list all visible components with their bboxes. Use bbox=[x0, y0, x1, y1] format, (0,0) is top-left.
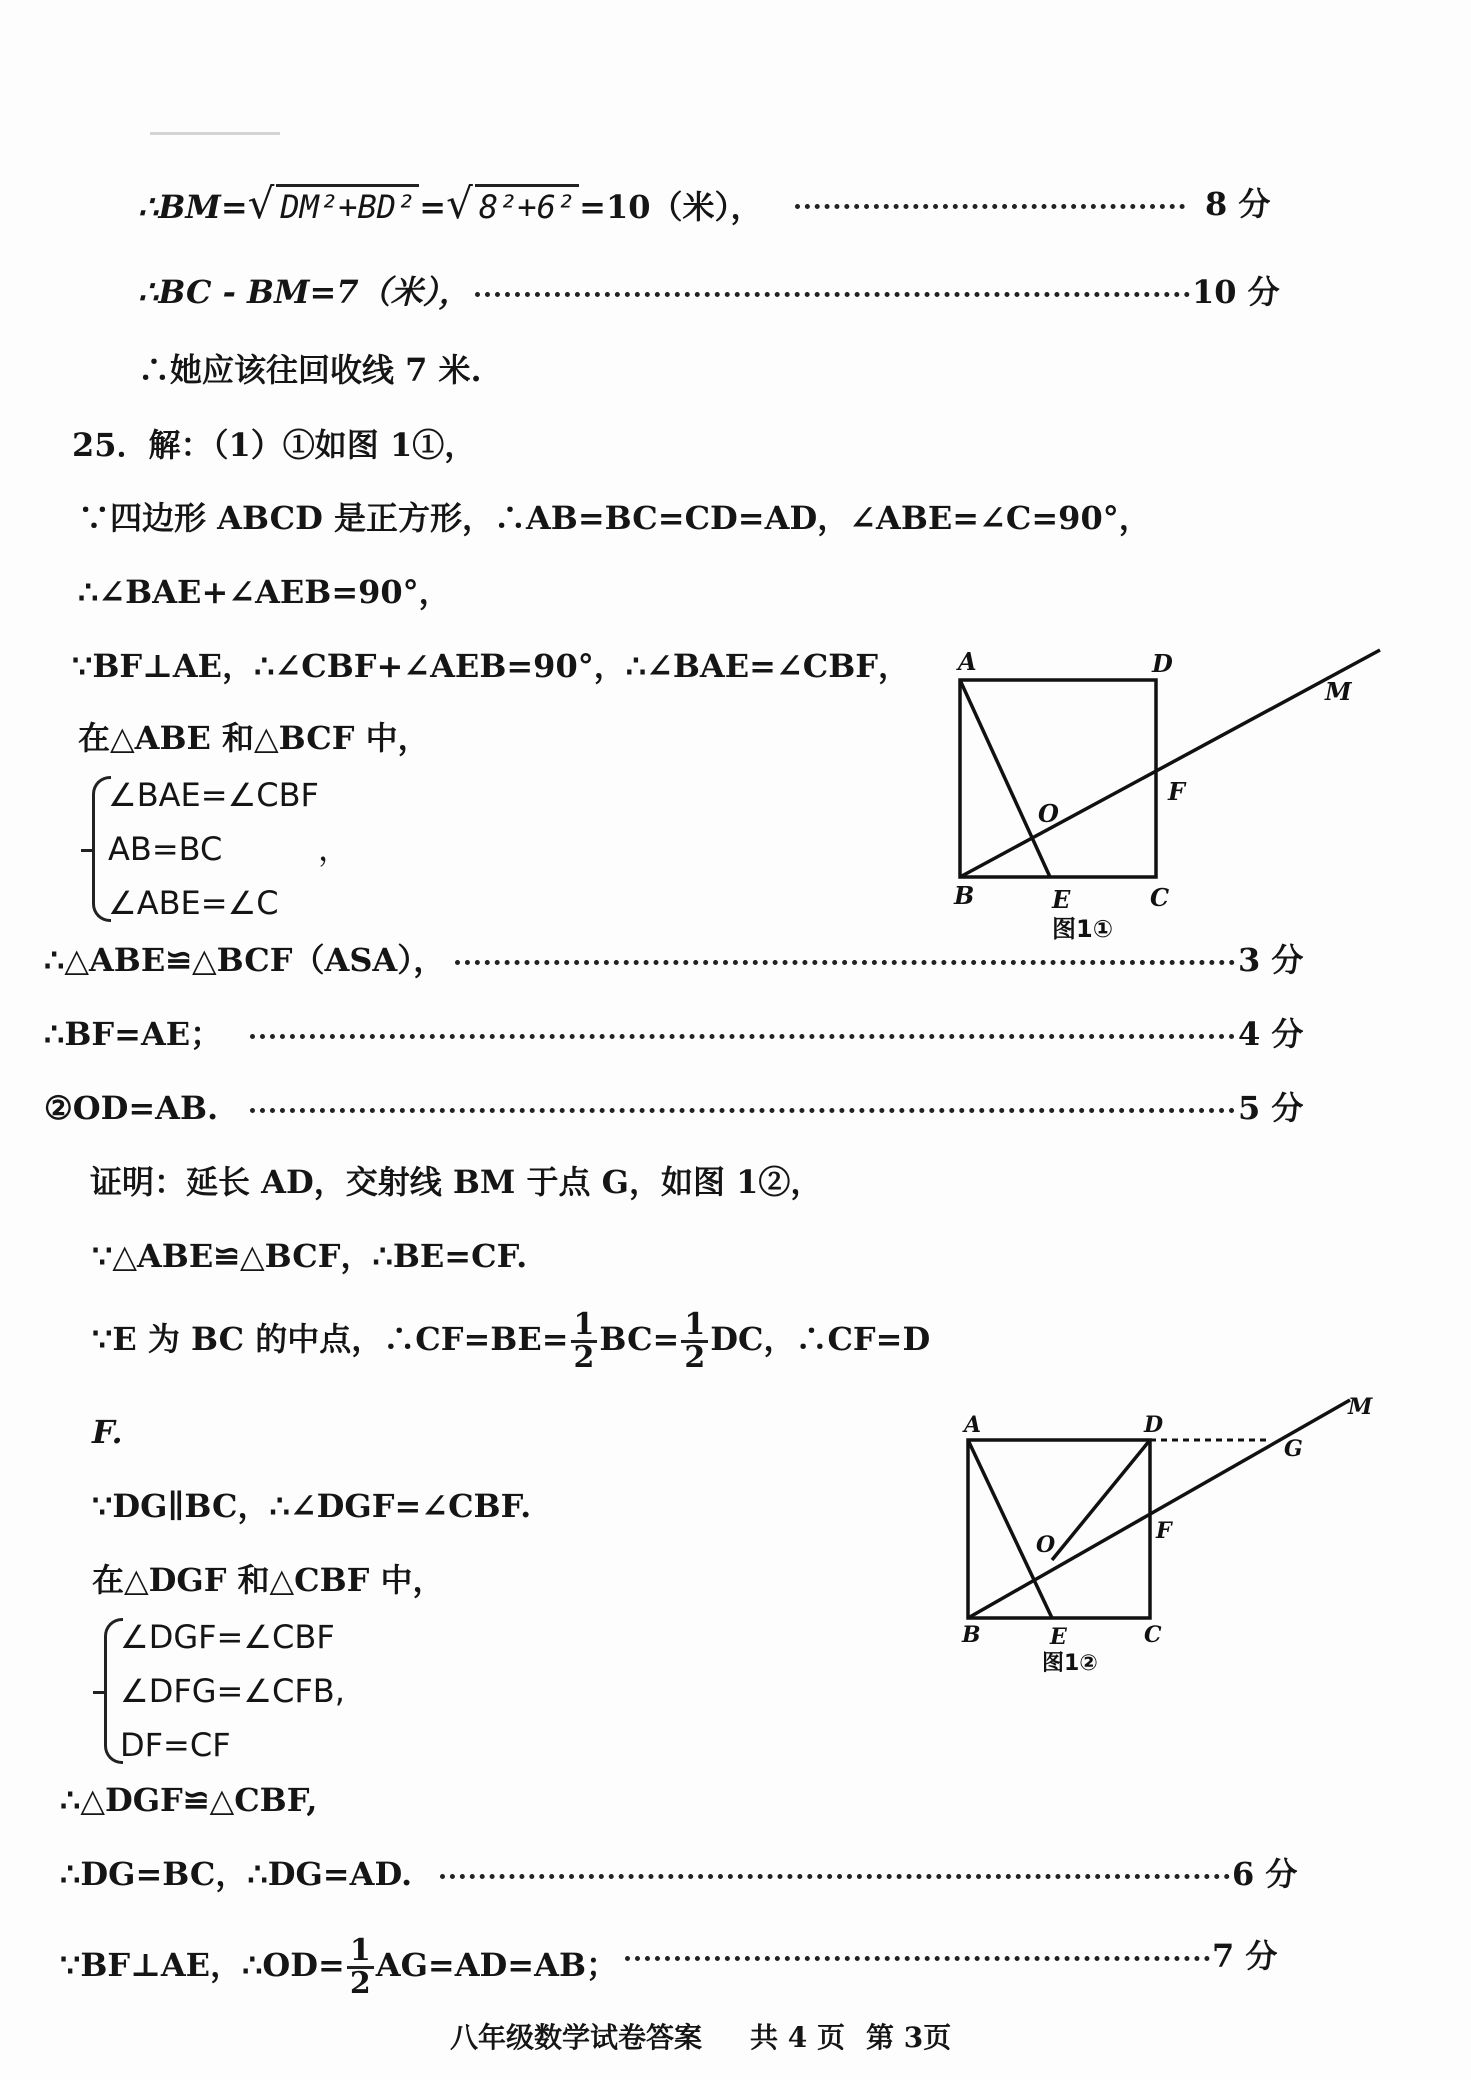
answer-line: ∴她应该往回收线 7 米. bbox=[138, 351, 482, 389]
label-e: E bbox=[1050, 1624, 1067, 1650]
denominator: 2 bbox=[573, 1340, 595, 1375]
bfae-line: ∴BF=AE； bbox=[44, 1015, 223, 1053]
dot-leader bbox=[250, 1108, 1235, 1113]
square-line: ∵四边形 ABCD 是正方形，∴AB=BC=CD=AD，∠ABE=∠C=90°， bbox=[78, 499, 1151, 537]
dot-leader bbox=[475, 292, 1190, 297]
system2-row-1: ∠DGF=∠CBF bbox=[120, 1618, 335, 1656]
fraction-half bbox=[681, 1307, 708, 1375]
label-o: O bbox=[1038, 799, 1059, 828]
f-line: F. bbox=[92, 1413, 123, 1451]
dot-leader bbox=[440, 1874, 1230, 1879]
system2-row-2: ∠DFG=∠CFB, bbox=[120, 1672, 345, 1710]
q25-heading: 25．解：（1）①如图 1①， bbox=[72, 426, 477, 464]
od-line bbox=[60, 1933, 618, 2001]
sqrt-1: DM²+BD² bbox=[276, 184, 419, 227]
label-m: M bbox=[1325, 677, 1352, 706]
numerator: 1 bbox=[571, 1310, 598, 1343]
dgbc-line: ∴DG=BC，∴DG=AD. bbox=[60, 1855, 413, 1893]
od-text-a: ∵BF⊥AE，∴OD= bbox=[60, 1946, 345, 1984]
radical-sign: √ bbox=[247, 179, 275, 228]
footer-title: 八年级数学试卷答案 bbox=[450, 2021, 703, 2054]
numerator: 1 bbox=[681, 1310, 708, 1343]
label-d: D bbox=[1144, 1412, 1164, 1438]
label-e: E bbox=[1052, 885, 1071, 914]
label-m: M bbox=[1348, 1394, 1373, 1420]
label-f: F bbox=[1156, 1518, 1172, 1544]
radical-sign: √ bbox=[446, 179, 473, 228]
score-6: 6 分 bbox=[1232, 1855, 1298, 1893]
bm-equation bbox=[138, 179, 763, 228]
label-d: D bbox=[1152, 649, 1173, 678]
system1-row-3: ∠ABE=∠C bbox=[108, 884, 279, 922]
score-7: 7 分 bbox=[1212, 1937, 1278, 1975]
system1-row-1: ∠BAE=∠CBF bbox=[108, 776, 319, 814]
midpoint-text-b: BC= bbox=[599, 1320, 680, 1358]
dot-leader bbox=[795, 204, 1185, 209]
label-c: C bbox=[1150, 883, 1170, 912]
cong1-line: ∴△ABE≌△BCF（ASA）， bbox=[44, 941, 446, 979]
figure-1-caption: 图1① bbox=[1052, 915, 1114, 940]
midpoint-text-c: DC，∴CF=D bbox=[710, 1320, 931, 1358]
fraction-half bbox=[571, 1307, 598, 1375]
label-c: C bbox=[1144, 1622, 1162, 1648]
bc-line: ∴BC - BM=7（米）， bbox=[138, 273, 471, 311]
numerator: 1 bbox=[347, 1936, 374, 1969]
fraction-half bbox=[347, 1933, 374, 2001]
bm-tail: =10（米）， bbox=[579, 188, 763, 226]
in-abe-bcf: 在△ABE 和△BCF 中， bbox=[78, 719, 430, 757]
segment-ae bbox=[960, 680, 1050, 877]
square-abcd bbox=[960, 680, 1156, 877]
denominator: 2 bbox=[684, 1340, 706, 1375]
label-b: B bbox=[962, 1622, 981, 1648]
system1-comma: ， bbox=[318, 830, 351, 868]
ray-bm bbox=[960, 650, 1380, 877]
dot-leader bbox=[455, 960, 1235, 965]
label-g: G bbox=[1284, 1436, 1303, 1462]
bf-line: ∵BF⊥AE，∴∠CBF+∠AEB=90°，∴∠BAE=∠CBF， bbox=[72, 647, 911, 685]
label-o: O bbox=[1036, 1532, 1056, 1558]
cong2-line: ∴△DGF≌△CBF, bbox=[60, 1781, 318, 1819]
midpoint-line bbox=[92, 1307, 931, 1375]
figure-2 bbox=[950, 1380, 1390, 1680]
dot-leader bbox=[250, 1034, 1235, 1039]
score-10: 10 分 bbox=[1192, 273, 1280, 311]
od-text-b: AG=AD=AB； bbox=[375, 1946, 618, 1984]
figure-1 bbox=[940, 640, 1420, 940]
bm-eq: = bbox=[419, 188, 447, 226]
dg-line: ∵DG∥BC，∴∠DGF=∠CBF. bbox=[92, 1487, 532, 1525]
score-8: 8 分 bbox=[1205, 185, 1271, 223]
footer-page-number: 第 3页 bbox=[866, 2021, 952, 2054]
system1-row-2: AB=BC bbox=[108, 830, 223, 868]
label-a: A bbox=[964, 1412, 982, 1438]
label-f: F bbox=[1168, 777, 1186, 806]
system2-row-3: DF=CF bbox=[120, 1726, 231, 1764]
scan-speck bbox=[150, 132, 280, 135]
footer-total-pages: 共 4 页 bbox=[750, 2021, 845, 2054]
segment-ae bbox=[968, 1440, 1052, 1618]
denominator: 2 bbox=[349, 1966, 371, 2001]
sqrt-2: 8²+6² bbox=[475, 184, 579, 227]
bm-lhs: ∴BM= bbox=[138, 188, 248, 226]
score-5: 5 分 bbox=[1238, 1089, 1304, 1127]
odab-line: ②OD=AB. bbox=[44, 1089, 219, 1127]
bae-line: ∴∠BAE+∠AEB=90°， bbox=[78, 573, 451, 611]
figure-2-caption: 图1② bbox=[1042, 1651, 1098, 1676]
midpoint-text-a: ∵E 为 BC 的中点，∴CF=BE= bbox=[92, 1320, 569, 1358]
dot-leader bbox=[625, 1956, 1210, 1961]
in-dgf-cbf: 在△DGF 和△CBF 中， bbox=[92, 1561, 445, 1599]
label-b: B bbox=[954, 881, 975, 910]
score-4: 4 分 bbox=[1238, 1015, 1304, 1053]
becf-line: ∵△ABE≌△BCF，∴BE=CF. bbox=[92, 1237, 528, 1275]
label-a: A bbox=[958, 647, 977, 676]
score-3: 3 分 bbox=[1238, 941, 1304, 979]
proof-line: 证明：延长 AD，交射线 BM 于点 G，如图 1②， bbox=[90, 1163, 823, 1201]
